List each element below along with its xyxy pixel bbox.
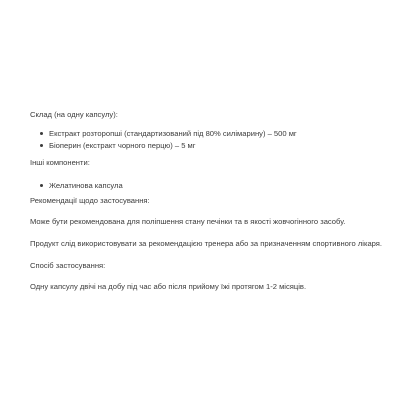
usage-heading: Спосіб застосування: — [30, 261, 106, 270]
composition-item — [40, 129, 297, 139]
composition-heading: Склад (на одну капсулу): — [30, 110, 118, 119]
other-components-item-text: Желатинова капсула — [49, 181, 123, 190]
other-components-item — [40, 181, 123, 191]
usage-paragraph: Одну капсулу двічі на добу під час або після прийому їжі протягом 1-2 місяців. — [30, 282, 307, 291]
composition-item-text: Біоперин (екстракт чорного перцю) – 5 мг — [49, 141, 196, 150]
recommendation-paragraph: Може бути рекомендована для поліпшення стану печінки та в якості жовчогінного засобу. — [30, 217, 346, 226]
other-components-heading: Інші компоненти: — [30, 158, 90, 167]
bullet-icon — [40, 132, 43, 135]
recommendation-paragraph: Продукт слід використовувати за рекомендацією тренера або за призначенням спортивного лікаря. — [30, 239, 383, 248]
bullet-icon — [40, 144, 43, 147]
composition-item-text: Екстракт розторопші (стандартизований під 80% силімарину) – 500 мг — [49, 129, 297, 138]
bullet-icon — [40, 184, 43, 187]
recommendations-heading: Рекомендації щодо застосування: — [30, 196, 150, 205]
composition-item — [40, 141, 196, 151]
